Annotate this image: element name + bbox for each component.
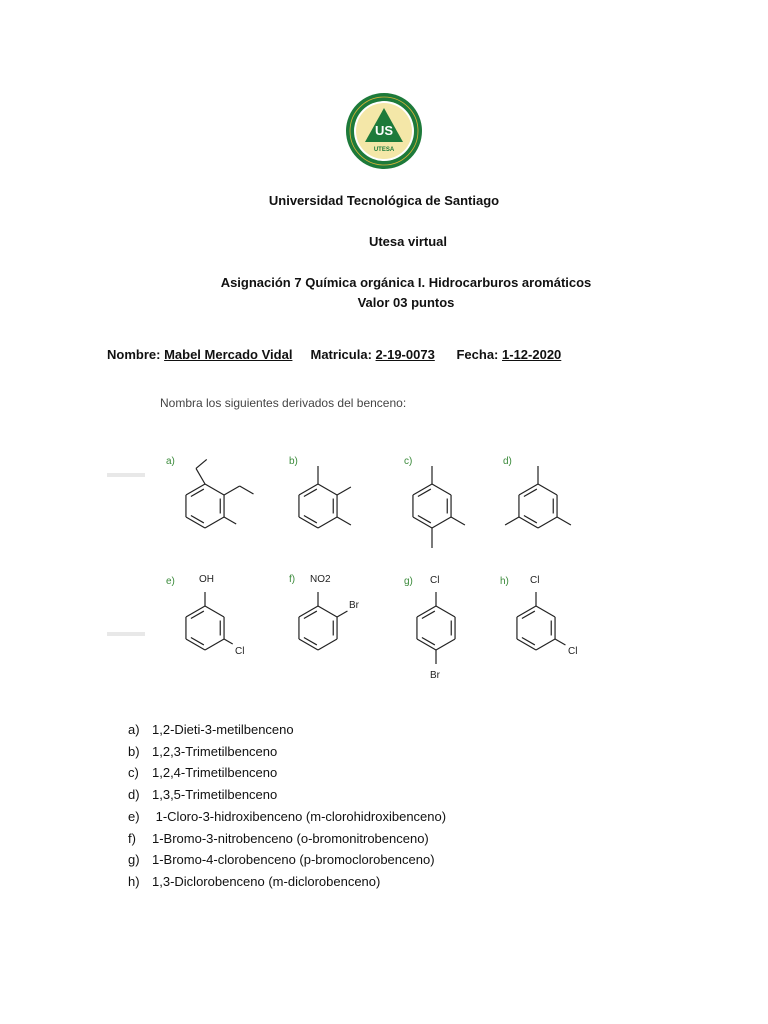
answer-text: 1-Bromo-4-clorobenceno (p-bromoclorobenceno) — [152, 852, 435, 868]
molecule-label: g) — [404, 576, 413, 587]
answer-item — [128, 719, 446, 741]
assignment-title: Asignación 7 Química orgánica I. Hidrocarburos aromáticos — [220, 275, 592, 290]
bond — [318, 606, 337, 617]
bond — [432, 484, 451, 495]
student-info — [107, 347, 561, 362]
bond — [318, 484, 337, 495]
bond — [522, 611, 535, 618]
bond — [538, 484, 557, 495]
hydroxyl-label: OH — [199, 574, 214, 585]
bond — [205, 639, 224, 650]
bond — [299, 484, 318, 495]
svg-text:UTESA: UTESA — [373, 147, 395, 153]
bond — [240, 486, 254, 494]
bond — [299, 517, 318, 528]
answer-text: 1,2,4-Trimetilbenceno — [152, 765, 278, 781]
molecule-label: d) — [503, 456, 512, 467]
bond — [522, 637, 535, 644]
divider — [107, 632, 145, 636]
bond — [432, 517, 451, 528]
bond — [422, 611, 435, 618]
answer-text: 1-Bromo-3-nitrobenceno (o-bromonitrobenceno) — [152, 830, 429, 846]
bond — [417, 606, 436, 617]
bond — [517, 606, 536, 617]
bond — [224, 486, 240, 495]
chloro-label: Cl — [235, 646, 245, 657]
answer-item — [128, 762, 446, 784]
submission-date: 1-12-2020 — [502, 347, 562, 362]
bond — [191, 637, 204, 644]
bond — [196, 468, 205, 484]
name-label: Nombre: — [107, 347, 161, 362]
answer-letter: f) — [128, 830, 136, 846]
date-label: Fecha: — [456, 347, 499, 362]
answer-text: 1,3,5-Trimetilbenceno — [152, 787, 278, 803]
bond — [186, 639, 205, 650]
answer-item — [128, 806, 446, 828]
bond — [517, 639, 536, 650]
bond — [304, 515, 317, 522]
bond — [418, 515, 431, 522]
bond — [337, 487, 351, 495]
bromo-label: Br — [430, 670, 440, 681]
university-logo — [345, 92, 423, 170]
bond — [524, 489, 537, 496]
bond — [538, 517, 557, 528]
bond — [205, 484, 224, 495]
answer-letter: c) — [128, 765, 139, 781]
bond — [304, 489, 317, 496]
bond — [224, 517, 236, 524]
bond — [418, 489, 431, 496]
answer-text: 1,2,3-Trimetilbenceno — [152, 743, 278, 759]
molecule-label: c) — [404, 456, 413, 467]
bond — [505, 517, 519, 525]
bond — [205, 606, 224, 617]
answer-letter: b) — [128, 743, 140, 759]
answer-text: 1,2-Dieti-3-metilbenceno — [152, 722, 294, 737]
bond — [524, 515, 537, 522]
bond — [451, 517, 465, 525]
molecule-label: b) — [289, 456, 298, 467]
answer-text: 1,3-Diclorobenceno (m-diclorobenceno) — [152, 873, 381, 889]
bond — [519, 484, 538, 495]
molecule-label: h) — [500, 576, 509, 587]
bond — [191, 611, 204, 618]
bromo-label: Br — [349, 600, 359, 611]
bond — [299, 606, 318, 617]
bond — [413, 517, 432, 528]
answer-item — [128, 849, 446, 871]
student-id: 2-19-0073 — [375, 347, 435, 362]
bond — [186, 517, 205, 528]
bond — [413, 484, 432, 495]
answer-letter: a) — [128, 722, 140, 737]
answer-item — [128, 828, 446, 850]
bond — [536, 639, 555, 650]
nitro-label: NO2 — [310, 574, 331, 585]
bond — [417, 639, 436, 650]
bond — [337, 517, 351, 525]
id-label: Matricula: — [310, 347, 372, 362]
bond — [186, 606, 205, 617]
chloro-label: Cl — [568, 646, 578, 657]
bond — [318, 639, 337, 650]
answers-list — [128, 719, 446, 893]
chloro-label: Cl — [430, 575, 440, 586]
bond — [557, 517, 571, 525]
molecule-label: e) — [166, 576, 175, 587]
bond — [205, 517, 224, 528]
bond — [191, 515, 204, 522]
exercise-instruction: Nombra los siguientes derivados del benceno: — [160, 396, 407, 410]
bond — [337, 611, 347, 617]
answer-letter: d) — [128, 787, 140, 803]
divider — [107, 473, 145, 477]
bond — [196, 459, 207, 468]
bond — [299, 639, 318, 650]
assignment-value: Valor 03 puntos — [357, 295, 455, 310]
molecule-label: f) — [289, 574, 296, 585]
svg-text:US: US — [374, 123, 394, 138]
bond — [436, 606, 455, 617]
answer-letter: g) — [128, 852, 140, 868]
molecule-label: a) — [166, 456, 175, 467]
bond — [555, 639, 565, 645]
bond — [422, 637, 435, 644]
campus-name: Utesa virtual — [368, 234, 448, 249]
bond — [304, 637, 317, 644]
chloro-label: Cl — [530, 575, 540, 586]
bond — [304, 611, 317, 618]
student-name: Mabel Mercado Vidal — [164, 347, 293, 362]
bond — [224, 639, 233, 644]
bond — [186, 484, 205, 495]
answer-letter: h) — [128, 873, 140, 889]
bond — [191, 489, 204, 496]
answer-item — [128, 871, 446, 893]
answer-text: 1-Cloro-3-hidroxibenceno (m-clorohidroxibenceno) — [152, 808, 447, 824]
university-name: Universidad Tecnológica de Santiago — [268, 193, 500, 208]
bond — [519, 517, 538, 528]
bond — [536, 606, 555, 617]
bond — [318, 517, 337, 528]
answer-item — [128, 741, 446, 763]
bond — [436, 639, 455, 650]
answer-letter: e) — [128, 808, 140, 824]
answer-item — [128, 784, 446, 806]
